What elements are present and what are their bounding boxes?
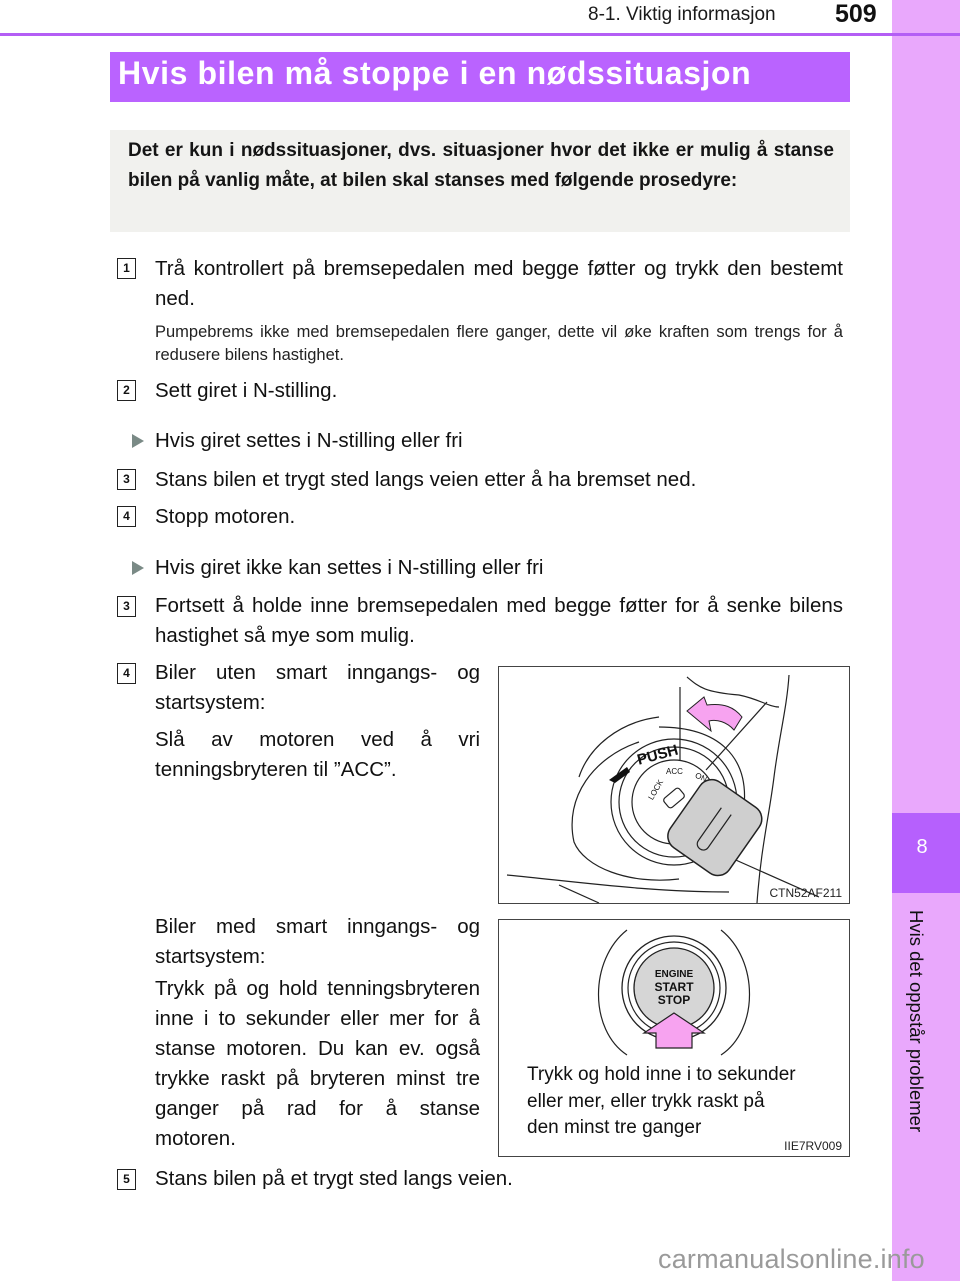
figure-code: CTN52AF211 bbox=[769, 886, 842, 900]
caption-line: Trykk og hold inne i to sekunder bbox=[527, 1064, 796, 1085]
svg-text:STOP: STOP bbox=[657, 993, 691, 1007]
caption-line: den minst tre ganger bbox=[527, 1117, 702, 1138]
bullet-arrow-icon bbox=[132, 434, 144, 448]
intro-text: Det er kun i nødssituasjoner, dvs. situasjoner hvor det ikke er mulig å stanse bilen på vanlig måte, at bilen skal stanses med følgende prosedyre: bbox=[128, 140, 834, 191]
svg-text:ACC: ACC bbox=[666, 767, 683, 776]
page-number: 509 bbox=[835, 0, 877, 28]
svg-text:START: START bbox=[654, 980, 694, 994]
case-b-step-3-text: Fortsett å holde inne bremsepedalen med begge føtter for å senke bilens hastighet så mye som mulig. bbox=[155, 594, 843, 647]
page-title: Hvis bilen må stoppe i en nødssituasjon bbox=[118, 55, 752, 91]
case-b-step-5-text: Stans bilen på et trygt sted langs veien. bbox=[155, 1167, 513, 1190]
case-b-heading: Hvis giret ikke kan settes i N-stilling eller fri bbox=[155, 556, 544, 579]
step-1-note: Pumpebrems ikke med bremsepedalen flere ganger, dette vil øke kraften som trengs for å redusere bilens hastighet. bbox=[155, 323, 843, 364]
step-number-4: 4 bbox=[117, 506, 136, 527]
ignition-switch-figure bbox=[498, 666, 850, 904]
ignition-switch-illustration bbox=[499, 667, 849, 903]
engine-start-button-illustration bbox=[499, 920, 849, 1060]
section-header: 8-1. Viktig informasjon bbox=[588, 4, 776, 25]
watermark-link[interactable]: carmanualsonline.info bbox=[658, 1244, 925, 1274]
svg-text:LOCK: LOCK bbox=[646, 778, 666, 802]
step-number-4: 4 bbox=[117, 663, 136, 684]
chapter-number: 8 bbox=[916, 836, 928, 858]
step-1-text: Trå kontrollert på bremsepedalen med begge føtter og trykk den bestemt ned. bbox=[155, 257, 843, 310]
header-rule bbox=[0, 33, 892, 36]
case-b-step-4-body-a: Slå av motoren ved å vri tenningsbryteren til ”ACC”. bbox=[155, 728, 480, 781]
step-number-1: 1 bbox=[117, 258, 136, 279]
step-number-3: 3 bbox=[117, 469, 136, 490]
figure-code: IIE7RV009 bbox=[784, 1139, 842, 1153]
case-a-heading: Hvis giret settes i N-stilling eller fri bbox=[155, 429, 463, 452]
case-b-step-4-body-b: Trykk på og hold tenningsbryteren inne i to sekunder eller mer for å stanse motoren. Du kan ev. også trykke raskt på bryteren minst tre ganger på rad for å stanse motoren. bbox=[155, 977, 480, 1150]
case-a-step-3-text: Stans bilen et trygt sted langs veien etter å ha bremset ned. bbox=[155, 468, 697, 491]
chapter-title: Hvis det oppstår problemer bbox=[906, 910, 927, 1133]
figure-caption bbox=[527, 1062, 796, 1142]
svg-text:ON: ON bbox=[693, 770, 709, 785]
start-button-figure bbox=[498, 919, 850, 1157]
step-number-2: 2 bbox=[117, 380, 136, 401]
case-b-step-4-title-a: Biler uten smart inngangs- og startsystem: bbox=[155, 661, 480, 714]
step-number-5: 5 bbox=[117, 1169, 136, 1190]
step-2-text: Sett giret i N-stilling. bbox=[155, 379, 338, 402]
svg-text:ENGINE: ENGINE bbox=[654, 969, 694, 980]
svg-text:PUSH: PUSH bbox=[635, 741, 681, 769]
step-number-3: 3 bbox=[117, 596, 136, 617]
case-b-step-4-title-b: Biler med smart inngangs- og startsystem: bbox=[155, 915, 480, 968]
bullet-arrow-icon bbox=[132, 561, 144, 575]
caption-line: eller mer, eller trykk raskt på bbox=[527, 1090, 765, 1112]
case-a-step-4-text: Stopp motoren. bbox=[155, 505, 296, 528]
side-tab-rule bbox=[892, 33, 960, 36]
